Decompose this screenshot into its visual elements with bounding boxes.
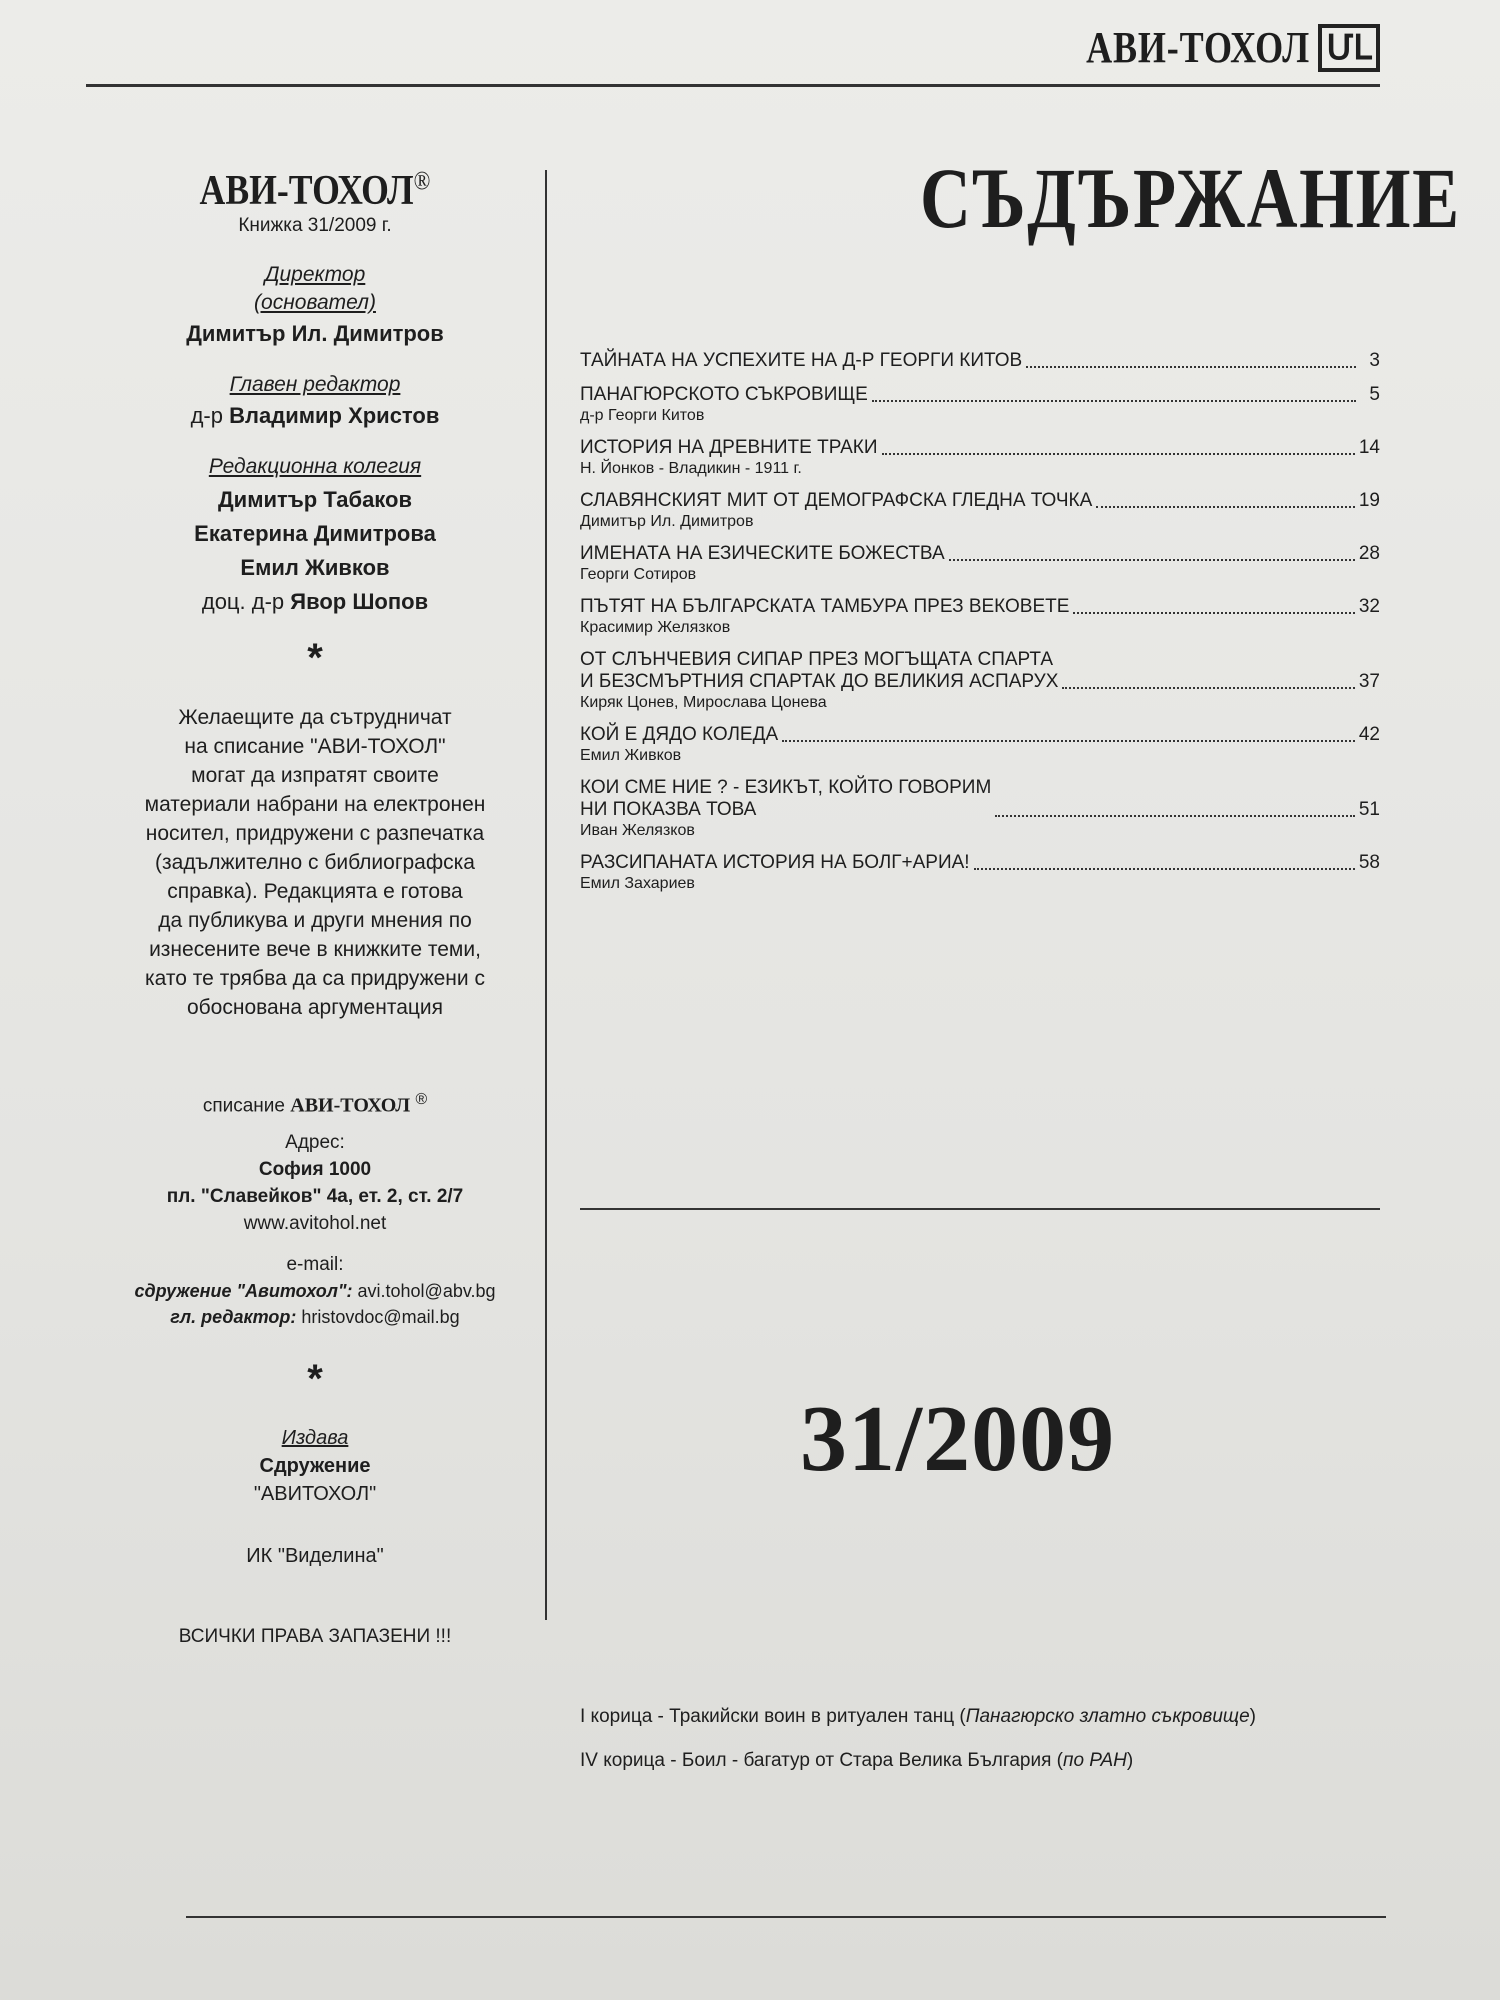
board-list — [90, 487, 540, 615]
toc-entry[interactable] — [580, 543, 1380, 584]
toc-entry-author: Емил Захариев — [580, 875, 695, 892]
toc-entry[interactable] — [580, 350, 1380, 372]
address-mag-prefix: списание — [202, 1095, 285, 1117]
toc-entry-page: 28 — [1358, 543, 1380, 564]
toc-entry-row — [580, 724, 1380, 746]
toc-entry[interactable] — [580, 596, 1380, 637]
director-role: Директор — [264, 263, 366, 286]
toc-entry-title: РАЗСИПАНАТА ИСТОРИЯ НА БОЛГ+АРИА! — [580, 852, 970, 873]
registered-mark: ® — [413, 166, 431, 195]
email-association-link[interactable]: avi.tohol@abv.bg — [357, 1281, 496, 1302]
toc-leader-dots — [995, 815, 1355, 817]
mid-divider — [580, 1208, 1380, 1210]
toc-entry-row — [580, 852, 1380, 874]
toc-entry-title: ПЪТЯТ НА БЪЛГАРСКАТА ТАМБУРА ПРЕЗ ВЕКОВЕТЕ — [580, 596, 1070, 617]
rights-notice: ВСИЧКИ ПРАВА ЗАПАЗЕНИ !!! — [178, 1626, 452, 1648]
board-last-prefix: доц. д-р — [201, 589, 285, 614]
editor-prefix: д-р — [190, 403, 223, 428]
toc-entry-page: 37 — [1358, 671, 1380, 692]
toc-leader-dots — [882, 453, 1355, 455]
toc-entry-author: Георги Сотиров — [580, 566, 697, 583]
toc-entry-row — [580, 777, 1380, 821]
toc-entry-row — [580, 649, 1380, 693]
toc-leader-dots — [1026, 366, 1356, 368]
toc-entry-title: ИСТОРИЯ НА ДРЕВНИТЕ ТРАКИ — [580, 437, 878, 458]
masthead — [90, 160, 540, 1648]
toc-entry-page: 51 — [1358, 799, 1380, 820]
toc-entry[interactable] — [580, 777, 1380, 840]
toc-entry-page: 19 — [1358, 490, 1380, 511]
front-cover-text: Тракийски воин в ритуален танц ( — [669, 1706, 966, 1727]
toc-entry-title: СЛАВЯНСКИЯТ МИТ ОТ ДЕМОГРАФСКА ГЛЕДНА ТОЧКА — [580, 490, 1093, 511]
editor-name: Владимир Христов — [229, 403, 440, 428]
toc-leader-dots — [1073, 612, 1354, 614]
toc-entry-page: 3 — [1369, 350, 1380, 371]
toc-entry[interactable] — [580, 490, 1380, 531]
email-association-label: сдружение "Авитохол": — [134, 1281, 353, 1302]
toc-entry-author: Н. Йонков - Владикин - 1911 г. — [580, 460, 802, 477]
toc-entry-title: ПАНАГЮРСКОТО СЪКРОВИЩЕ — [580, 384, 868, 405]
toc-leader-dots — [974, 868, 1355, 870]
asterisk-separator: * — [307, 636, 323, 680]
masthead-title — [124, 166, 507, 215]
publisher-name-2: "АВИТОХОЛ" — [253, 1483, 377, 1506]
toc-entry[interactable] — [580, 437, 1380, 478]
back-cover-close: ) — [1126, 1750, 1134, 1771]
address-label: Адрес: — [285, 1132, 345, 1154]
address-block — [90, 1086, 540, 1330]
toc-leader-dots — [1062, 687, 1354, 689]
board-last-name: Явор Шопов — [290, 589, 429, 614]
toc-entry-row — [580, 350, 1380, 372]
toc-entry-page: 42 — [1358, 724, 1380, 745]
toc-entry[interactable] — [580, 852, 1380, 893]
address-city: София 1000 — [258, 1159, 372, 1181]
publisher-name-1: Сдружение — [259, 1455, 371, 1478]
brand-logo-icon: ՄԼ — [1318, 24, 1380, 72]
toc-entry-title: КОЙ Е ДЯДО КОЛЕДА — [580, 724, 779, 745]
board-member: Емил Живков — [240, 555, 390, 580]
toc-leader-dots — [872, 400, 1356, 402]
toc-entry-author: Емил Живков — [580, 747, 682, 764]
issue-number-large: 31/2009 — [800, 1387, 1116, 1491]
editor-role: Главен редактор — [229, 373, 401, 396]
toc-entry-author: Киряк Цонев, Мирослава Цонева — [580, 694, 827, 711]
front-cover-italic: Панагюрско златно съкровище — [965, 1706, 1250, 1727]
printer-name: ИК "Виделина" — [246, 1545, 384, 1568]
toc-entry[interactable] — [580, 724, 1380, 765]
email-label: e-mail: — [286, 1254, 344, 1276]
director-role-founder: (основател) — [254, 291, 376, 314]
email-editor-link[interactable]: hristovdoc@mail.bg — [301, 1307, 460, 1328]
toc-leader-dots — [782, 740, 1355, 742]
address-street: пл. "Славейков" 4а, ет. 2, ст. 2/7 — [166, 1186, 464, 1208]
address-mag-name: АВИ-ТОХОЛ — [290, 1094, 411, 1117]
website-link[interactable]: www.avitohol.net — [243, 1213, 387, 1235]
editor-name-line — [90, 403, 540, 429]
publisher-block — [90, 1424, 540, 1570]
contributor-invitation: Желаещите да сътрудничат на списание "АВИ-ТОХОЛ" могат да изпратят своите материали набрани на електронен носител, придружени с разпечатка (задължително с библиографска справка). Редакцията е готова да публикува и други мнения по изнесените вече в книжките теми, като те трябва да са придружени с обоснована аргументация — [144, 706, 486, 1019]
board-member: Димитър Табаков — [218, 487, 412, 512]
director-name: Димитър Ил. Димитров — [186, 321, 444, 346]
masthead-title-text: АВИ-ТОХОЛ — [199, 168, 414, 214]
table-of-contents — [580, 350, 1380, 905]
bottom-divider — [186, 1916, 1386, 1918]
publisher-role: Издава — [281, 1427, 349, 1450]
toc-entry-row — [580, 596, 1380, 618]
toc-heading: СЪДЪРЖАНИЕ — [920, 150, 1461, 246]
toc-entry-page: 32 — [1358, 596, 1380, 617]
back-cover-italic: по РАН — [1062, 1750, 1127, 1771]
cover-notes — [580, 1705, 1340, 1793]
column-divider — [545, 170, 547, 1620]
toc-entry-title: ИМЕНАТА НА ЕЗИЧЕСКИТЕ БОЖЕСТВА — [580, 543, 945, 564]
asterisk-separator-2: * — [307, 1357, 323, 1402]
front-cover-note — [580, 1705, 1340, 1729]
board-role: Редакционна колегия — [208, 455, 422, 478]
toc-entry-page: 14 — [1358, 437, 1380, 458]
front-cover-close: ) — [1249, 1706, 1256, 1727]
board-member: Екатерина Димитрова — [194, 521, 436, 546]
back-cover-note — [580, 1749, 1340, 1773]
toc-entry-author: Красимир Желязков — [580, 619, 731, 636]
toc-leader-dots — [1096, 506, 1355, 508]
email-editor — [90, 1304, 540, 1330]
issue-label: Книжка 31/2009 г. — [238, 215, 392, 236]
top-divider — [86, 84, 1380, 87]
toc-entry-author: Иван Желязков — [580, 822, 695, 839]
front-cover-prefix: I корица - — [580, 1706, 670, 1727]
toc-entry-title: ТАЙНАТА НА УСПЕХИТЕ НА Д-Р ГЕОРГИ КИТОВ — [580, 350, 1023, 371]
address-reg-mark: ® — [415, 1091, 428, 1108]
back-cover-prefix: IV корица - — [580, 1750, 682, 1771]
toc-entry-page: 58 — [1358, 852, 1380, 873]
address-magazine — [90, 1086, 540, 1119]
toc-entry-title: ОТ СЛЪНЧЕВИЯ СИПАР ПРЕЗ МОГЪЩАТА СПАРТА И БЕЗСМЪРТНИЯ СПАРТАК ДО ВЕЛИКИЯ АСПАРУХ — [580, 649, 1059, 692]
toc-entry-row — [580, 490, 1380, 512]
toc-entry-page: 5 — [1369, 384, 1380, 405]
email-association — [90, 1278, 540, 1304]
toc-entry[interactable] — [580, 384, 1380, 425]
toc-entry-author: д-р Георги Китов — [580, 407, 705, 424]
toc-entry-row — [580, 384, 1380, 406]
back-cover-text: Боил - багатур от Стара Велика България ( — [681, 1750, 1063, 1771]
toc-entry[interactable] — [580, 649, 1380, 712]
board-member-last — [90, 589, 540, 615]
header-brand — [1037, 22, 1380, 73]
toc-leader-dots — [949, 559, 1355, 561]
toc-entry-row — [580, 543, 1380, 565]
email-editor-label: гл. редактор: — [170, 1307, 297, 1328]
header-brand-text: АВИ-ТОХОЛ — [1086, 23, 1310, 72]
toc-entry-title: КОИ СМЕ НИЕ ? - ЕЗИКЪТ, КОЙТО ГОВОРИМ НИ ПОКАЗВА ТОВА — [580, 777, 992, 820]
toc-entry-author: Димитър Ил. Димитров — [580, 513, 754, 530]
toc-entry-row — [580, 437, 1380, 459]
